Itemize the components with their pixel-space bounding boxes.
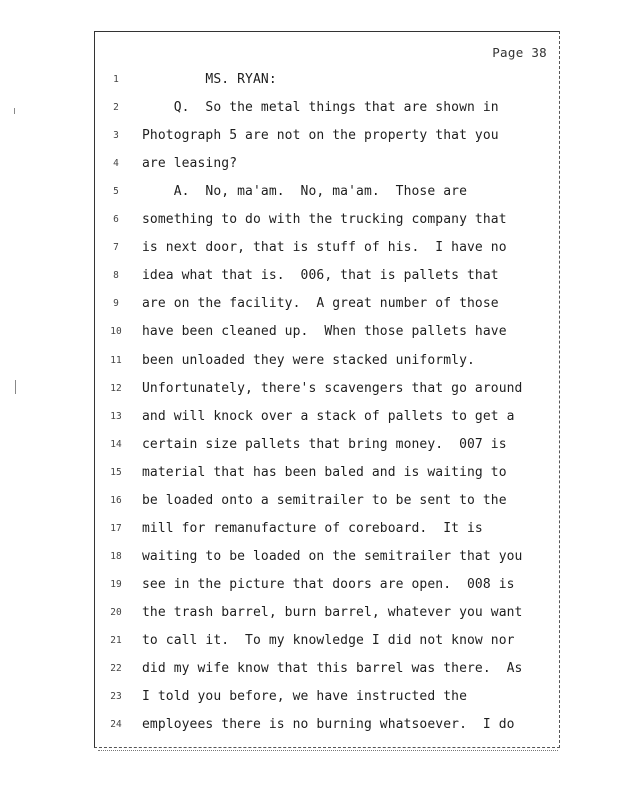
page-number: Page 38 xyxy=(492,45,547,60)
line-number: 16 xyxy=(110,494,122,506)
line-number: 9 xyxy=(113,298,119,310)
line-number: 4 xyxy=(113,158,119,170)
line-number: 14 xyxy=(110,438,122,450)
transcript-line xyxy=(95,719,559,737)
transcript-line xyxy=(95,74,559,92)
transcript-line xyxy=(95,520,559,541)
line-text: idea what that is. 006, that is pallets that xyxy=(142,268,499,284)
transcript-line xyxy=(95,663,559,681)
line-text: Unfortunately, there's scavengers that go around xyxy=(142,380,523,396)
line-number: 23 xyxy=(110,691,122,703)
line-number: 12 xyxy=(110,382,122,394)
transcript-line xyxy=(95,158,559,176)
transcript-line xyxy=(95,691,559,709)
line-number: 7 xyxy=(113,242,119,254)
transcript-line xyxy=(95,102,559,120)
transcript-line xyxy=(95,576,559,597)
transcript-line xyxy=(95,436,559,457)
line-number: 13 xyxy=(110,410,122,422)
transcript-line xyxy=(95,270,559,288)
line-number: 24 xyxy=(110,719,122,731)
scan-mark xyxy=(15,380,16,394)
line-text: employees there is no burning whatsoever. I do xyxy=(142,717,515,733)
line-number: 21 xyxy=(110,635,122,646)
line-text: to call it. To my knowledge I did not know nor xyxy=(142,633,515,648)
line-text: did my wife know that this barrel was there. As xyxy=(142,661,523,677)
line-text: certain size pallets that bring money. 007 is xyxy=(142,436,507,452)
transcript-line xyxy=(95,604,559,625)
transcript-page xyxy=(94,31,560,748)
line-number: 22 xyxy=(110,663,122,675)
transcript-line xyxy=(95,214,559,232)
line-number: 20 xyxy=(110,606,122,618)
line-number: 5 xyxy=(113,186,119,198)
line-number: 1 xyxy=(113,74,119,85)
line-text: material that has been baled and is waiting to xyxy=(142,464,507,480)
transcript-line xyxy=(95,380,559,401)
line-text: be loaded onto a semitrailer to be sent to the xyxy=(142,492,507,508)
transcript-line xyxy=(95,548,559,569)
line-number: 2 xyxy=(113,102,119,114)
line-text: waiting to be loaded on the semitrailer that you xyxy=(142,548,523,564)
line-number: 8 xyxy=(113,270,119,282)
line-text: is next door, that is stuff of his. I have no xyxy=(142,240,507,256)
line-number: 19 xyxy=(110,578,122,590)
transcript-line xyxy=(95,464,559,485)
transcript-line xyxy=(95,130,559,148)
transcript-lines xyxy=(95,32,559,747)
line-text: are on the facility. A great number of those xyxy=(142,296,499,312)
transcript-line xyxy=(95,298,559,316)
line-number: 6 xyxy=(113,214,119,226)
line-text: mill for remanufacture of coreboard. It is xyxy=(142,520,483,536)
line-text: see in the picture that doors are open. 008 is xyxy=(142,576,515,592)
transcript-line xyxy=(95,492,559,513)
transcript-line xyxy=(95,408,559,429)
transcript-line xyxy=(95,326,559,344)
line-text: MS. RYAN: xyxy=(142,72,277,87)
line-text: the trash barrel, burn barrel, whatever you want xyxy=(142,604,523,620)
line-number: 17 xyxy=(110,522,122,534)
transcript-line xyxy=(95,186,559,204)
line-text: and will knock over a stack of pallets to get a xyxy=(142,408,515,424)
line-text: I told you before, we have instructed the xyxy=(142,689,467,705)
scan-mark xyxy=(14,108,15,114)
transcript-line xyxy=(95,635,559,653)
line-text: have been cleaned up. When those pallets have xyxy=(142,324,507,340)
line-number: 11 xyxy=(110,354,122,366)
bottom-rule xyxy=(98,750,558,751)
line-text: A. No, ma'am. No, ma'am. Those are xyxy=(142,184,467,200)
transcript-line xyxy=(95,352,559,373)
line-text: Photograph 5 are not on the property that you xyxy=(142,128,499,144)
line-number: 3 xyxy=(113,130,119,142)
line-number: 18 xyxy=(110,550,122,562)
line-text: been unloaded they were stacked uniformly. xyxy=(142,352,475,368)
line-text: something to do with the trucking company that xyxy=(142,212,507,228)
line-number: 10 xyxy=(110,326,122,338)
line-number: 15 xyxy=(110,466,122,478)
line-text: are leasing? xyxy=(142,156,238,172)
line-text: Q. So the metal things that are shown in xyxy=(142,100,499,116)
transcript-line xyxy=(95,242,559,260)
